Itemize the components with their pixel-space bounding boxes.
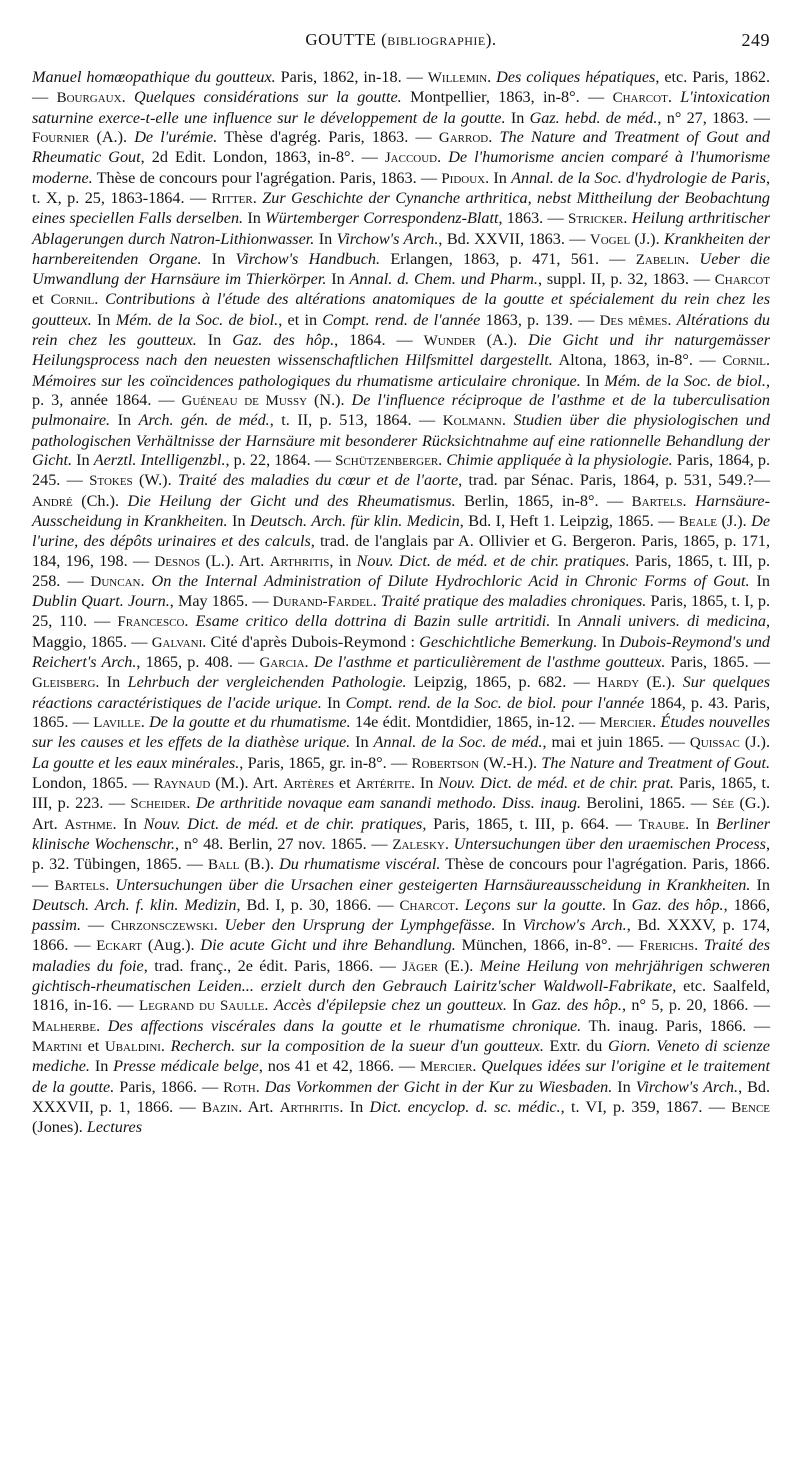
text-segment: . [186,794,196,813]
author-name-segment: Pidoux [441,170,486,187]
text-segment: In [110,411,139,430]
italic-title-segment: Ueber den Ursprung der Lymphgefässe. [224,916,496,935]
italic-title-segment: Leçons sur la goutte. [464,895,607,914]
author-name-segment: Traube [638,816,686,833]
text-segment: In [606,895,632,914]
italic-title-segment: Geschichtliche Bemerkung. [419,632,598,651]
text-segment: , Bd. XXXVII, p. 1, 1866. — [32,1077,771,1116]
text-segment: Erlangen, 1863, p. 471, 561. — [380,249,636,268]
bibliography-text [32,68,770,1138]
author-name-segment: Desnos [154,553,201,570]
author-name-segment: Artères [283,775,335,792]
author-name-segment: Galvani [151,634,203,651]
text-segment: In [749,571,771,590]
text-segment: et [32,290,51,309]
author-name-segment: Robertson [411,755,479,772]
text-segment: Paris, 1865, t. III, p. 258. — [32,551,771,590]
italic-title-segment: De la goutte et du rhumatisme. [149,713,351,731]
text-segment: 14e édit. Montdidier, 1865, in-12. — [350,713,600,731]
author-name-segment: Hardy [597,675,640,692]
italic-title-segment: De l'influence réciproque de l'asthme et de la tuberculisation pulmonaire. [32,391,770,430]
text-segment: . [160,1037,171,1055]
text-segment: , mai et juin 1865. — [542,733,690,752]
italic-title-segment: passim. [32,916,82,935]
italic-title-segment: Virchow's Arch. [336,229,439,248]
text-segment: , Bd. XXXV, p. 174, 1866. — [32,916,771,955]
italic-title-segment: Harnsäure-Ausscheidung in Krankheiten. [32,491,771,530]
italic-title-segment: Deutsch. Arch. f. klin. Medizin [32,895,237,914]
text-segment: 1863, p. 139. — [480,310,600,329]
italic-title-segment: Die acute Gicht und ihre Behandlung. [200,936,456,955]
italic-title-segment: Quelques considérations sur la goutte. [134,88,402,107]
italic-title-segment: Des affections viscérales dans la goutte et le rhumatisme chronique. [107,1016,582,1035]
italic-title-segment: Annal. de la Soc. de méd. [373,733,543,752]
text-segment: In [201,249,236,268]
text-segment: . [667,310,677,329]
italic-title-segment: Heilung arthritischer Ablagerungen durch Natron-Lithionwasser. [32,209,771,248]
italic-title-segment: Mém. de la Soc. de biol. [115,310,279,329]
text-segment: (J.). [717,511,752,530]
italic-title-segment: Berliner klinische Wochenschr. [32,814,771,853]
text-segment: , 2d Edit. London, 1863, in-8°. — [140,148,385,167]
text-segment: , etc. Saalfeld, 1816, in-16. — [32,977,770,1015]
author-name-segment: Mercier [599,715,653,731]
italic-title-segment: Nouv. Dict. de méd. et de chir. prat. [438,773,674,792]
italic-title-segment: Dubois-Reymond's und Reichert's Arch. [32,632,771,672]
text-segment: , n° 5, p. 20, 1866. — [621,996,770,1015]
text-segment: . [140,713,150,731]
author-name-segment: Guéneau de Mussy [181,393,308,409]
author-name-segment: Francesco [117,614,185,631]
italic-title-segment: Sur quelques réactions caractéristiques de l'acide urique. [32,673,770,712]
text-segment: . [472,1057,482,1076]
text-segment: . [94,290,106,309]
italic-title-segment: L'intoxication saturnine exerce-t-elle une influence sur le développement de la goutte. [32,88,771,127]
text-segment: , etc. Paris, 1862. — [32,68,771,107]
text-segment: , n° 48. Berlin, 27 nov. 1865. — [175,834,393,853]
text-segment: (Ch.). [72,491,128,510]
author-name-segment: Kolmann [442,413,502,430]
text-segment: In [597,632,620,651]
italic-title-segment: Untersuchungen über die Ursachen einer gesteigerten Harnsäureausscheidung in Krankheiten. [115,875,751,894]
text-segment: , 1865, p. 408. — [136,653,260,672]
text-segment: , t. VI, p. 359, 1867. — [560,1097,732,1116]
author-name-segment: Malherbe [32,1018,97,1035]
text-segment: . In [485,168,512,187]
italic-title-segment: Dublin Quart. Journ. [32,592,170,611]
italic-title-segment: Du rhumatisme viscéral. [279,855,441,874]
italic-title-segment: Zur Geschichte der Cynanche arthritica, nebst Mittheilung der Beobachtung eines speciellen Falls derselben. [32,188,771,228]
text-segment: , 1864. — [334,331,424,350]
text-segment: (Jones). [32,1118,87,1137]
italic-title-segment: Mémoires sur les coïncidences pathologiques du rhumatisme articulaire chronique. [32,371,581,390]
text-segment: . [682,491,696,510]
text-segment: Thèse de concours pour l'agrégation. Paris, 1866. — [32,855,770,894]
text-segment: (W.). [132,471,178,490]
text-segment: In [505,108,530,127]
author-name-segment: Willemin [427,70,488,86]
author-name-segment: Eckart [96,938,143,955]
text-segment: Berolini, 1865. — [581,794,713,813]
italic-title-segment: Presse médicale belge [113,1057,259,1076]
italic-title-segment: The Nature and Treatment of Gout and Rheumatic Gout [32,127,770,167]
text-segment: (G.). Art. [32,794,771,833]
text-segment: . [264,996,274,1015]
text-segment: . In [95,673,128,692]
italic-title-segment: Gaz. hebd. de méd. [529,108,658,127]
author-name-segment: Chrzonsczewski [110,918,214,935]
author-name-segment: Bartels [631,493,683,510]
text-segment: In [350,733,374,752]
text-segment: In [72,450,94,469]
italic-title-segment: De l'asthme et particulièrement de l'asthme goutteux. [313,653,666,672]
running-title: GOUTTE (bibliographie). [305,30,497,49]
text-segment: (N.). [307,391,352,409]
author-name-segment: Schützenberger [335,452,439,469]
italic-title-segment: De arthritide novaque eam sanandi methodo. Diss. inaug. [195,794,582,813]
text-segment: , et in [278,310,323,329]
text-segment: (J.). [630,229,665,248]
text-segment: , 1863. — [498,209,568,228]
author-name-segment: Ritter [211,190,253,207]
italic-title-segment: Deutsch. Arch. für klin. Medicin [249,511,460,530]
author-name-segment: Asthme [64,816,113,833]
author-name-segment: Jäger [402,958,439,975]
author-name-segment: Arthritis [269,553,330,570]
italic-title-segment: Lehrbuch der vergleichenden Pathologie. [127,673,407,692]
italic-title-segment: Annal. d. Chem. und Pharm. [349,270,538,289]
text-segment: . [105,875,116,894]
italic-title-segment: The Nature and Treatment of Gout. [541,753,770,772]
text-segment: Altona, 1863, in-8°. — [552,351,723,370]
text-segment: In [580,371,605,390]
italic-title-segment: On the Internal Administration of Dilute Hydrochloric Acid in Chronic Forms of Gout. [151,571,750,590]
italic-title-segment: Gaz. des hôp. [631,895,724,914]
text-segment: . [444,834,454,853]
text-segment: In [550,612,578,631]
italic-title-segment: Contributions à l'étude des altérations anatomiques de la goutte et spécialement du rein chez les goutteux. [32,290,771,329]
text-segment: . Art. [238,1097,280,1116]
text-segment: (L.). Art. [200,551,270,570]
italic-title-segment: Arch. gén. de méd. [138,411,270,430]
text-segment: , trad. par Sénac. Paris, 1864, p. 531, 549.?— [458,471,771,490]
italic-title-segment: Esame critico della dottrina di Bazin sulle artritidi. [195,612,551,631]
italic-title-segment: Annal. de la Soc. d'hydrologie de Paris [511,168,766,187]
text-segment: Thèse de concours pour l'agrégation. Paris, 1863. — [92,168,442,187]
italic-title-segment: Lectures [86,1118,143,1137]
author-name-segment: Ball [207,857,240,874]
author-name-segment: Wunder [423,333,476,350]
italic-title-segment: Krankheiten der harnbereitenden Organe. [32,229,771,268]
italic-title-segment: Meine Heilung von mehrjährigen schweren gichtisch-rheumatischen Leiden... erzielt durch den Gebrauch Lairitz'scher Waldwoll-Fabrikate [32,956,770,996]
text-segment: . In [112,814,144,833]
author-name-segment: Raynaud [153,775,211,792]
author-name-segment: Jaccoud [384,150,438,167]
text-segment: (B.). [239,855,280,874]
italic-title-segment: Altérations du rein chez les goutteux. [32,310,771,350]
text-segment: In [495,916,523,935]
italic-title-segment: Würtemberger Correspondenz-Blatt [265,209,499,228]
italic-title-segment: Die Gicht und ihr naturgemässer Heilungsprocess nach den neuesten wissenschaftlichen Hilfsmittel dargestellt. [32,331,770,370]
italic-title-segment: Traité des maladies du foie [32,936,771,975]
text-segment: Paris, 1865. — [665,653,771,672]
text-segment: In [196,331,233,350]
text-segment: . [501,411,514,430]
text-segment: , trad. franç., 2e édit. Paris, 1866. — [143,956,403,975]
author-name-segment: Frerichs [639,938,695,955]
author-name-segment: Artérite [355,775,411,792]
text-segment: , t. II, p. 513, 1864. — [269,411,443,430]
text-segment: . [652,713,661,731]
text-segment: . [96,1016,108,1035]
author-name-segment: Garrod [438,129,489,146]
italic-title-segment: Virchow's Arch. [522,916,627,935]
italic-title-segment: Die Heilung der Gicht und des Rheumatismus. [127,491,456,510]
author-name-segment: Des mêmes [599,312,668,329]
italic-title-segment: Gaz. des hôp. [232,331,335,350]
italic-title-segment: Traité pratique des maladies chroniques. [380,592,647,611]
text-segment: . [667,88,681,107]
author-name-segment: Roth [223,1079,256,1096]
italic-title-segment: Mém. de la Soc. de biol. [604,371,766,390]
author-name-segment: Charcot [612,90,668,107]
text-segment: , May 1865. — [169,592,273,611]
text-segment: , nos 41 et 42, 1866. — [258,1057,420,1076]
author-name-segment: Charcot [399,897,455,914]
author-name-segment: Vogel [589,231,631,248]
text-segment: (W.-H.). [478,753,542,772]
italic-title-segment: Nouv. Dict. de méd. et de chir. pratiques. [356,551,630,570]
text-segment: . In [339,1097,370,1116]
text-segment: . [213,916,225,935]
text-segment: . [488,127,500,146]
text-segment: Paris, 1866. — [114,1077,224,1096]
text-segment: Leipzig, 1865, p. 682. — [406,673,598,692]
text-segment: (M.). Art. [210,773,283,792]
text-segment: Paris, 1862, in-18. — [275,68,428,86]
author-name-segment: Stricker [568,211,624,228]
author-name-segment: Sée [712,796,735,813]
author-name-segment: Legrand du Saulle [138,998,265,1015]
text-segment: , 1866, [723,895,771,914]
italic-title-segment: Des coliques hépatiques [496,68,656,86]
text-segment: Thèse d'agrég. Paris, 1863. — [217,127,439,146]
text-segment: . [454,895,465,914]
italic-title-segment: Das Vorkommen der Gicht in der Kur zu Wiesbaden. [264,1077,613,1096]
text-segment: Montpellier, 1863, in-8°. — [401,88,613,107]
text-segment: — [81,916,111,935]
text-segment: In [227,511,250,530]
text-segment: London, 1865. — [32,773,154,792]
text-segment: et [334,773,356,792]
text-segment: . [487,68,497,86]
italic-title-segment: Compt. rend. de la Soc. de biol. pour l'année [345,693,645,712]
text-segment: . [140,571,152,590]
italic-title-segment: Virchow's Handbuch. [235,249,381,268]
text-segment: . [372,592,381,611]
italic-title-segment: Untersuchungen über den uraemischen Process [453,834,766,853]
text-segment: (E.). [438,956,480,975]
text-segment: In [612,1077,636,1096]
italic-title-segment: Virchow's Arch. [635,1077,739,1096]
text-segment: . [437,148,449,167]
text-segment: In [91,310,116,329]
running-head [32,26,770,56]
author-name-segment: Charcot [714,272,770,289]
text-segment: Paris, 1865, t. I, p. 25, 110. — [32,592,770,631]
italic-title-segment: Compt. rend. de l'année [322,310,481,329]
author-name-segment: Cornil [50,292,95,309]
text-segment: Th. inaug. Paris, 1866. — [581,1016,771,1035]
text-segment: , p. 32. Tübingen, 1865. — [32,834,771,874]
italic-title-segment: La goutte et les eaux minérales. [32,753,240,772]
text-segment: . In [685,814,717,833]
author-name-segment: Durand-Fardel [272,594,373,611]
author-name-segment: Bourgaux [56,90,122,107]
author-name-segment: Zabelin [635,251,686,268]
author-name-segment: Bartels [54,877,106,894]
author-name-segment: André [32,493,73,510]
italic-title-segment: Quelques idées sur l'origine et le traitement de la goutte. [32,1057,771,1096]
italic-title-segment: Dict. encyclop. d. sc. médic. [369,1097,561,1116]
italic-title-segment: Accès d'épilepsie chez un goutteux. [273,996,507,1015]
text-segment: , Paris, 1865, gr. in-8°. — [239,753,412,772]
author-name-segment: Fournier [32,129,90,146]
text-segment: . [694,936,704,955]
author-name-segment: Duncan [90,573,141,590]
text-segment: , Bd. I, p. 30, 1866. — [236,895,400,914]
text-segment: (A.). [475,331,529,350]
text-segment: . [765,351,770,370]
italic-title-segment: Aerztl. Intelligenzbl. [93,450,226,469]
author-name-segment: Gleisberg [32,675,96,692]
text-segment: Extr. du [543,1037,608,1055]
italic-title-segment: Giorn. Veneto di scienze mediche. [32,1037,770,1076]
text-segment: . [623,209,632,228]
text-segment: , Bd. I, Heft 1. Leipzig, 1865. — [459,511,679,530]
text-segment: , Bd. XXVII, 1863. — [438,229,590,248]
text-segment: (A.). [89,127,135,146]
author-name-segment: Beale [678,513,718,530]
text-segment: , p. 22, 1864. — [225,450,336,469]
text-segment: München, 1866, in-8°. — [455,936,640,955]
text-segment: , Maggio, 1865. — [32,612,771,651]
text-segment: In [506,996,532,1015]
text-segment: In [321,693,346,712]
text-segment: (Aug.). [142,936,201,955]
italic-title-segment: Manuel homœopathique du goutteux. [32,68,276,86]
text-segment: , n° 27, 1863. — [657,108,770,127]
italic-title-segment: Ueber die Umwandlung der Harnsäure im Thierkörper. [32,249,770,289]
text-segment: In [89,1057,114,1076]
italic-title-segment: De l'urine, des dépôts urinaires et des calculs, [32,511,771,551]
italic-title-segment: Nouv. Dict. de méd. et de chir. pratiques [143,814,423,833]
author-name-segment: Martini [32,1039,82,1055]
page-number: 249 [741,30,770,50]
italic-title-segment: De l'urémie. [134,127,218,146]
text-segment: trad. de l'anglais par A. Ollivier et G. Bergeron. Paris, 1865, p. 171, 184, 196, 198. — [32,532,770,570]
italic-title-segment: Studien über die physiologischen und pathologischen Verhältnisse der Harnsäure mit besonderer Rücksichtnahme auf eine rationnelle Behandlung der Gicht. [32,411,771,469]
text-segment: Berlin, 1865, in-8°. — [455,491,632,510]
italic-title-segment: De l'humorisme ancien comparé à l'humorisme moderne. [32,148,770,187]
text-segment: . Cité d'après Dubois-Reymond : [202,632,420,651]
text-segment: . [255,1077,265,1096]
italic-title-segment: Recherch. sur la composition de la sueur d'un goutteux. [170,1037,544,1055]
text-segment: In [750,875,771,894]
text-segment: . [184,612,196,631]
text-segment: . [121,88,134,107]
author-name-segment: Bence [731,1099,771,1116]
italic-title-segment: Gaz. des hôp. [531,996,622,1015]
author-name-segment: Mercier [419,1059,473,1076]
text-segment: 1864, p. 43. Paris, 1865. — [32,693,770,731]
author-name-segment: Stokes [89,473,133,490]
text-segment: et [81,1037,105,1055]
text-segment: Paris, 1864, p. 245. — [32,450,771,490]
text-segment: In [314,229,337,248]
text-segment: In [243,209,266,228]
text-segment: , in [329,551,357,570]
text-segment: , suppl. II, p. 32, 1863. — [537,270,715,289]
author-name-segment: Quissac [689,735,740,752]
text-segment: , Paris, 1865, t. III, p. 664. — [422,814,639,833]
italic-title-segment: Chimie appliquée à la physiologie. [446,450,673,469]
text-segment: . [304,653,314,672]
italic-title-segment: Annali univers. di medicina [577,612,766,631]
author-name-segment: Arthritis [279,1099,340,1116]
author-name-segment: Ubaldini [104,1039,161,1055]
italic-title-segment: Études nouvelles sur les causes et les effets de la diathèse urique. [32,713,771,752]
text-segment: , t. X, p. 25, 1863-1864. — [32,168,770,207]
text-segment: . In [410,773,439,792]
italic-title-segment: Traité des maladies du cœur et de l'aorte [177,471,459,490]
author-name-segment: Laville [93,715,141,731]
text-segment: (J.). [739,733,770,752]
text-segment: . [438,450,447,469]
text-segment: . [685,249,700,268]
author-name-segment: Zalesky [392,836,445,853]
text-segment: In [326,270,350,289]
author-name-segment: Bazin [202,1099,239,1116]
text-segment: Paris, 1865, t. III, p. 223. — [32,773,771,813]
text-segment: , p. 3, année 1864. — [32,371,771,409]
author-name-segment: Garcia [259,655,305,672]
author-name-segment: Cornil [722,353,766,370]
text-segment: (E.). [639,673,683,692]
author-name-segment: Scheider [130,796,187,813]
text-segment: . [252,188,263,207]
